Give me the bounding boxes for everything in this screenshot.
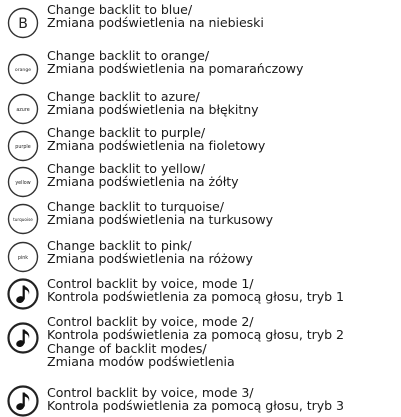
svg-text:turquoise: turquoise <box>13 217 33 222</box>
label-en: Change backlit to blue/ <box>47 2 193 17</box>
circle-button-turquoise-icon <box>7 203 39 235</box>
svg-text:orange: orange <box>14 68 32 73</box>
circle-button-purple-icon <box>7 130 39 162</box>
label-pl: Zmiana podświetlenia na turkusowy <box>47 212 274 228</box>
music-note-icon <box>7 322 39 354</box>
list-item-text <box>47 49 303 76</box>
list-item-text <box>47 90 259 117</box>
circle-button-azure-icon <box>7 93 39 125</box>
list-item-text <box>47 3 264 30</box>
label-en: Change backlit to azure/ <box>47 89 200 104</box>
label-pl: Zmiana podświetlenia na żółty <box>47 174 239 190</box>
label-en: Change backlit to pink/ <box>47 238 192 253</box>
label-en: Change backlit to turquoise/ <box>47 199 224 214</box>
list-item-text <box>47 162 239 189</box>
svg-text:azure: azure <box>16 108 30 113</box>
circle-button-orange-icon <box>7 53 39 85</box>
list-item-text <box>47 315 344 369</box>
circle-button-pink-icon <box>7 241 39 273</box>
list-item-text <box>47 239 253 266</box>
label-pl: Zmiana podświetlenia na błękitny <box>47 102 259 118</box>
svg-text:yellow: yellow <box>15 181 31 186</box>
label-en: Control backlit by voice, mode 1/ <box>47 276 254 291</box>
label-pl: Kontrola podświetlenia za pomocą głosu, tryb 2 <box>47 327 345 343</box>
label-en: Change backlit to yellow/ <box>47 161 205 176</box>
label-en: Change backlit to orange/ <box>47 48 210 63</box>
svg-text:pink: pink <box>17 256 29 261</box>
label-pl: Zmiana podświetlenia na fioletowy <box>47 138 266 154</box>
list-item-text <box>47 200 273 227</box>
circle-button-b-icon <box>7 7 39 39</box>
label-pl: Zmiana podświetlenia na pomarańczowy <box>47 61 304 77</box>
label-pl: Zmiana podświetlenia na niebieski <box>47 15 264 31</box>
music-note-icon <box>7 278 39 310</box>
circle-button-yellow-icon <box>7 166 39 198</box>
label-en-secondary: Change of backlit modes/ <box>47 340 207 356</box>
music-note-icon <box>7 385 39 417</box>
label-en: Control backlit by voice, mode 2/ <box>47 314 254 329</box>
label-pl: Zmiana podświetlenia na różowy <box>47 251 253 267</box>
label-pl: Kontrola podświetlenia za pomocą głosu, tryb 3 <box>47 398 345 414</box>
label-pl-secondary: Zmiana modów podświetlenia <box>47 354 235 370</box>
label-pl: Kontrola podświetlenia za pomocą głosu, tryb 1 <box>47 289 345 305</box>
label-en: Control backlit by voice, mode 3/ <box>47 385 254 400</box>
list-item-text <box>47 386 344 413</box>
list-item-text <box>47 277 344 304</box>
label-en: Change backlit to purple/ <box>47 125 206 140</box>
list-item-text <box>47 126 265 153</box>
svg-text:B: B <box>18 16 28 32</box>
svg-text:purple: purple <box>15 145 31 150</box>
